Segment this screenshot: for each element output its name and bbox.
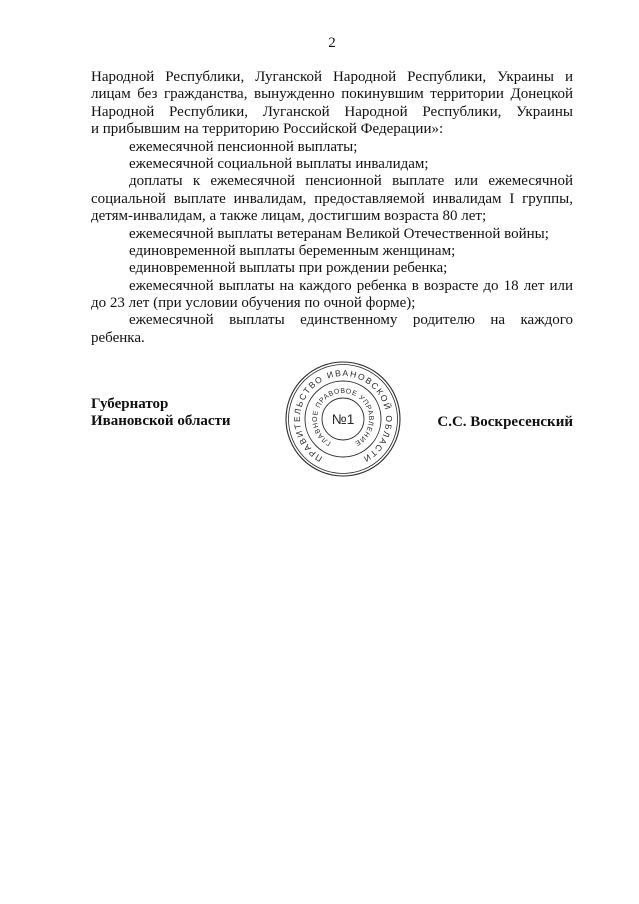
text-line: Народной Республики, Луганской Народной Республики, Украины — [91, 103, 573, 120]
text-line: детям-инвалидам, а также лицам, достигшим возраста 80 лет; — [91, 208, 487, 225]
page-number: 2 — [328, 35, 336, 51]
signatory-position — [91, 396, 231, 431]
text-line: и прибывшим на территорию Российской Федерации»: — [91, 121, 444, 138]
signatory-position-line: Ивановской области — [91, 413, 231, 430]
text-line: единовременной выплаты при рождении ребенка; — [129, 260, 448, 277]
text-line: ежемесячной социальной выплаты инвалидам; — [129, 155, 429, 172]
text-line: ежемесячной выплаты на каждого ребенка в возрасте до 18 лет или — [129, 277, 573, 294]
text-line: Народной Республики, Луганской Народной Республики, Украины и — [91, 69, 573, 85]
text-line: доплаты к ежемесячной пенсионной выплате или ежемесячной — [129, 173, 573, 190]
official-stamp — [283, 359, 403, 479]
text-line: до 23 лет (при условии обучения по очной форме); — [91, 295, 416, 312]
text-line: лицам без гражданства, вынужденно покинувшим территории Донецкой — [91, 86, 573, 103]
stamp-outer-text-path: ПРАВИТЕЛЬСТВО ИВАНОВСКОЙ ОБЛАСТИ — [291, 367, 395, 464]
text-line: социальной выплате инвалидам, предоставляемой инвалидам I группы, — [91, 190, 573, 207]
text-line: ребенка. — [91, 329, 145, 346]
text-line: единовременной выплаты беременным женщинам; — [129, 242, 456, 259]
text-line: ежемесячной пенсионной выплаты; — [129, 138, 358, 155]
stamp-number: №1 — [331, 411, 355, 427]
signatory-position-line: Губернатор — [91, 396, 169, 412]
text-line: ежемесячной выплаты ветеранам Великой Отечественной войны; — [129, 225, 549, 242]
stamp-inner-text-path: ГЛАВНОЕ ПРАВОВОЕ УПРАВЛЕНИЕ — [311, 387, 375, 447]
text-line: ежемесячной выплаты единственному родителю на каждого — [129, 312, 573, 329]
body-text — [91, 69, 573, 347]
signatory-name: С.С. Воскресенский — [437, 414, 573, 430]
